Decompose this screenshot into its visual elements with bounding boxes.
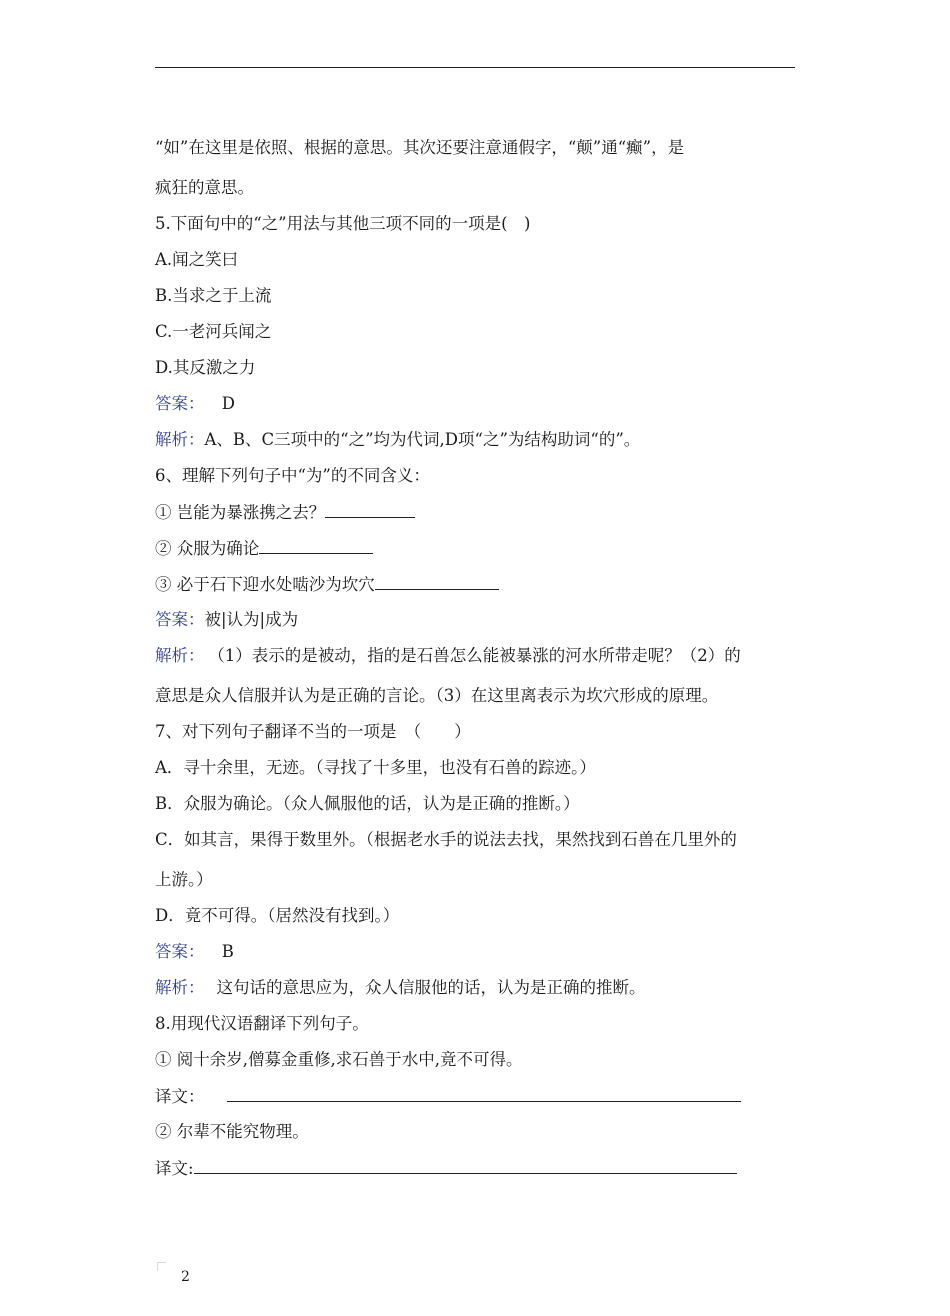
item-6-3 (155, 573, 499, 596)
answer-7 (155, 941, 234, 963)
option-a: A．寻十余里，无迹。（寻找了十多里，也没有石兽的踪迹。） (155, 758, 596, 777)
text-line: 疯狂的意思。 (155, 178, 254, 197)
answer-label: 答案： (155, 942, 205, 961)
answer-value: D (221, 394, 235, 413)
answer-6 (155, 609, 298, 631)
explanation-label: 解析： (155, 430, 205, 449)
question-8: 8.用现代汉语翻译下列句子。 (155, 1014, 369, 1033)
explanation-label: 解析： (155, 978, 205, 997)
corner-mark (157, 1262, 166, 1271)
text-line: 意思是众人信服并认为是正确的言论。（3）在这里离表示为坎穴形成的原理。 (155, 686, 719, 705)
answer-blank (375, 573, 499, 590)
explanation-text: （1）表示的是被动，指的是石兽怎么能被暴涨的河水所带走呢？（2）的 (216, 646, 741, 665)
item-text: ② 众服为确论 (155, 539, 260, 558)
item-8-1: ① 阅十余岁,僧募金重修,求石兽于水中,竟不可得。 (155, 1050, 523, 1069)
option-b: B.当求之于上流 (155, 286, 272, 305)
option-d: D．竟不可得。（居然没有找到。） (155, 906, 400, 925)
option-c: C．如其言，果得于数里外。（根据老水手的说法去找，果然找到石兽在几里外的 (155, 830, 737, 849)
item-8-2: ② 尔辈不能究物理。 (155, 1122, 309, 1141)
item-text: ① 岂能为暴涨携之去？ (155, 503, 326, 522)
answer-blank (259, 537, 373, 554)
translation-blank (227, 1085, 741, 1102)
answer-label: 答案： (155, 394, 205, 413)
option-a: A.闻之笑曰 (155, 250, 239, 269)
answer-value: 被|认为|成为 (204, 610, 299, 629)
explanation-5 (155, 429, 640, 451)
answer-5 (155, 393, 235, 415)
item-6-1 (155, 501, 415, 524)
translation-label: 译文： (155, 1087, 205, 1106)
explanation-7 (155, 977, 646, 999)
header-rule (155, 67, 795, 68)
answer-value: B (221, 942, 234, 961)
question-6: 6、理解下列句子中“为”的不同含义： (155, 466, 430, 485)
explanation-text: A、B、C三项中的“之”均为代词,D项“之”为结构助词“的”。 (204, 430, 641, 449)
option-c: C.一老河兵闻之 (155, 322, 272, 341)
translation-label: 译文: (155, 1159, 194, 1178)
answer-label: 答案： (155, 610, 205, 629)
page-number: 2 (181, 1269, 190, 1285)
option-b: B．众服为确论。（众人佩服他的话，认为是正确的推断。） (155, 794, 580, 813)
answer-blank (325, 501, 415, 518)
item-6-2 (155, 537, 373, 560)
explanation-6 (155, 645, 741, 667)
translation-blank (194, 1157, 737, 1174)
text-line: “如”在这里是依照、根据的意思。其次还要注意通假字，“颠”通“癫”，是 (155, 138, 685, 157)
question-5: 5.下面句中的“之”用法与其他三项不同的一项是( ) (155, 214, 531, 233)
text-line: 上游。） (155, 870, 213, 889)
translation-line-2 (155, 1157, 737, 1180)
option-d: D.其反激之力 (155, 358, 256, 377)
translation-line-1 (155, 1085, 741, 1108)
explanation-text: 这句话的意思应为，众人信服他的话，认为是正确的推断。 (216, 978, 646, 997)
explanation-label: 解析： (155, 646, 205, 665)
question-7: 7、对下列句子翻译不当的一项是 （ ） (155, 722, 471, 741)
item-text: ③ 必于石下迎水处啮沙为坎穴 (155, 575, 375, 594)
